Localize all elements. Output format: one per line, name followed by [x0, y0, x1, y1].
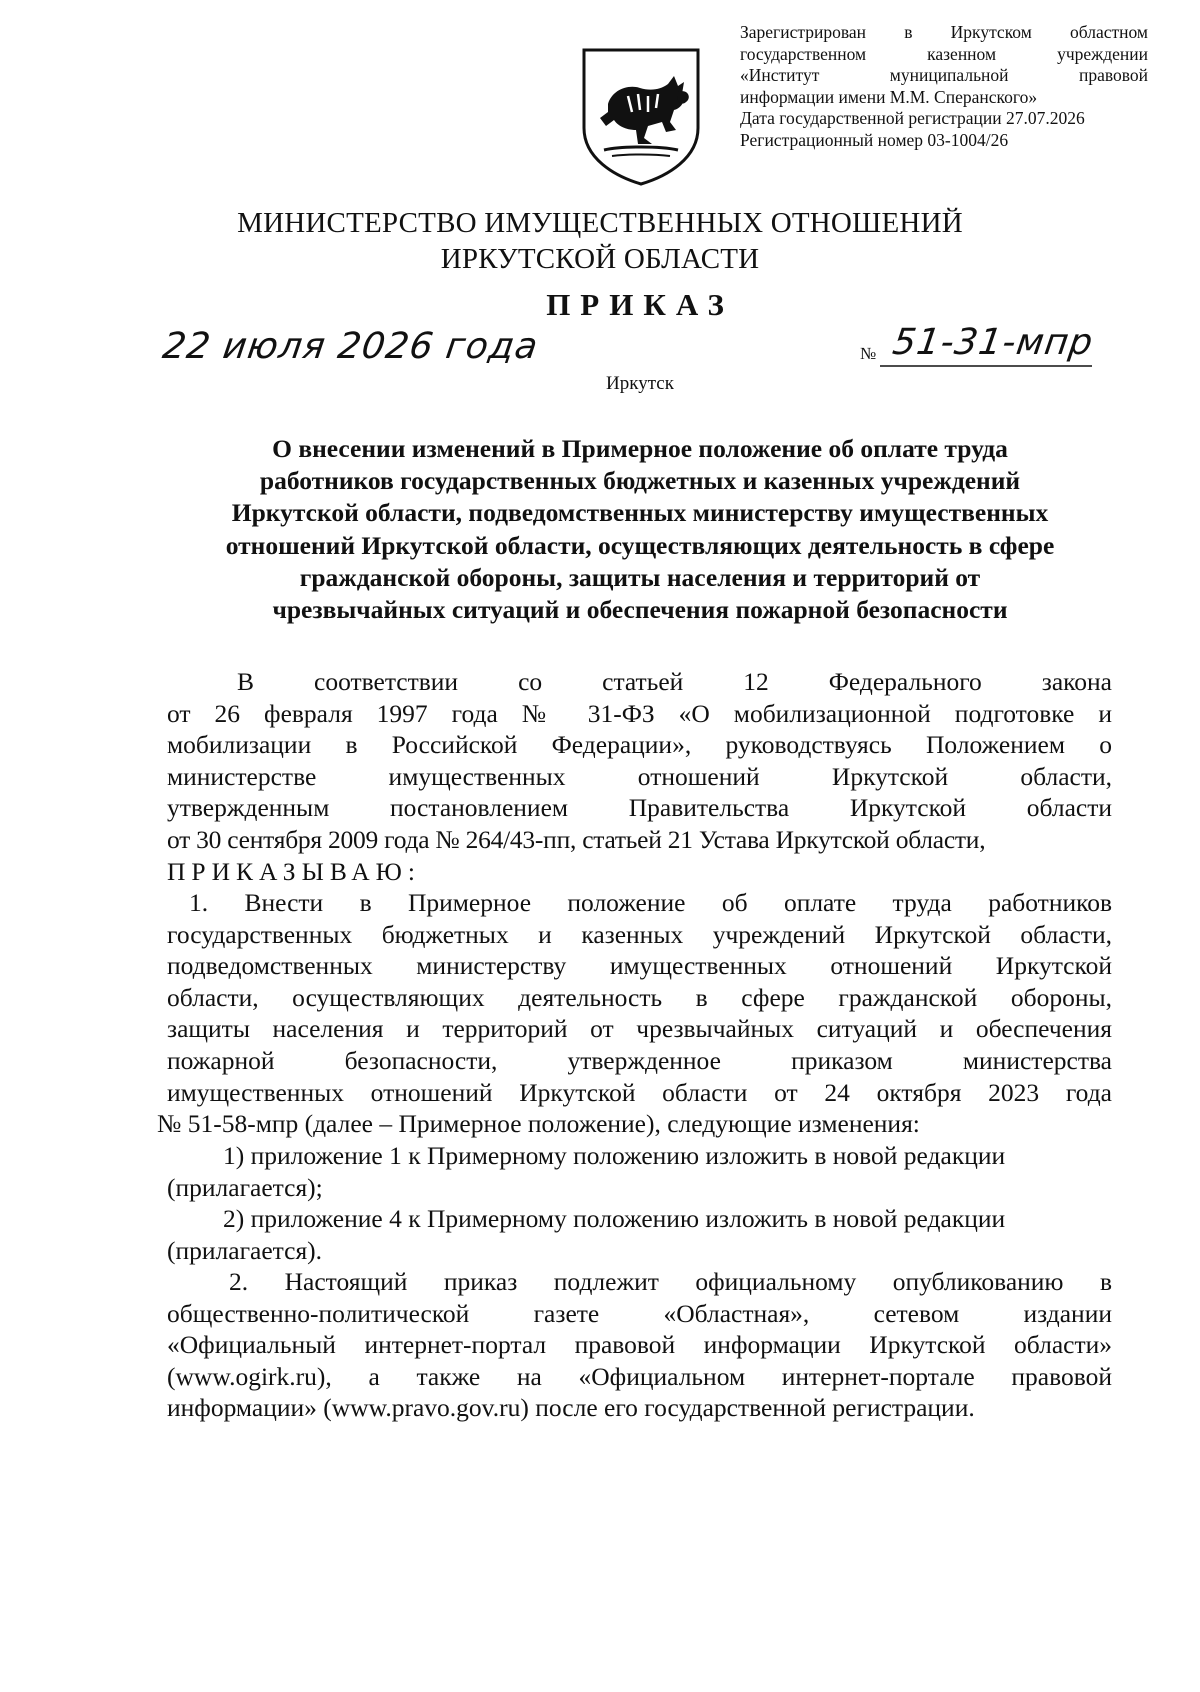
title-line: чрезвычайных ситуаций и обеспечения пожарной безопасности [272, 595, 1008, 625]
title-line: Иркутской области, подведомственных министерству имущественных [231, 498, 1049, 528]
title-line: гражданской обороны, защиты населения и территорий от [299, 562, 981, 592]
handwritten-date-text: 22 июля 2026 года [160, 326, 541, 367]
preamble-line: мобилизации в Российской Федерации», руководствуясь Положением о [167, 730, 1112, 760]
sub-item-1-line: (прилагается); [167, 1172, 323, 1202]
item-1-line: защиты населения и территорий от чрезвычайных ситуаций и обеспечения [167, 1014, 1112, 1044]
handwritten-number [890, 322, 1097, 363]
preamble [167, 666, 1112, 887]
preamble-line: В соответствии со статьей 12 Федерального закона [237, 667, 1112, 696]
item-1-line: № 51-58-мпр (далее – Примерное положение), следующие изменения: [157, 1109, 920, 1139]
title-line: отношений Иркутской области, осуществляющих деятельность в сфере [225, 530, 1055, 560]
registration-line: Дата государственной регистрации 27.07.2026 [740, 108, 1085, 128]
title-line: О внесении изменений в Примерное положение об оплате труда [272, 434, 1008, 463]
registration-line: Регистрационный номер 03-1004/26 [740, 129, 1009, 150]
number-underline [880, 364, 1092, 368]
order-word: ПРИКАЗЫВАЮ: [167, 856, 421, 886]
number-label: № [860, 344, 877, 363]
preamble-line: министерстве имущественных отношений Иркутской области, [167, 761, 1112, 791]
handwritten-date [160, 326, 541, 367]
coat-of-arms-icon [578, 46, 704, 188]
preamble-line: от 26 февраля 1997 года № 31-ФЗ «О мобилизационной подготовке и [167, 698, 1112, 728]
item-1-line: области, осуществляющих деятельность в сфере гражданской обороны, [167, 982, 1112, 1012]
item-2-line: «Официальный интернет-портал правовой информации Иркутской области» [167, 1330, 1112, 1360]
handwritten-number-text: 51-31-мпр [890, 322, 1097, 363]
registration-line: информации имени М.М. Сперанского» [740, 86, 1038, 107]
document-type: ПРИКАЗ [546, 287, 734, 322]
sub-item-2-line: 2) приложение 4 к Примерному положению изложить в новой редакции [223, 1204, 1006, 1233]
registration-line: «Институт муниципальной правовой [740, 65, 1148, 85]
item-2-line: (www.ogirk.ru), а также на «Официальном интернет-портале правовой [167, 1361, 1112, 1391]
registration-stamp [740, 22, 1148, 151]
preamble-line: от 30 сентября 2009 года № 264/43-пп, статьей 21 Устава Иркутской области, [167, 824, 986, 854]
sub-item-1-line: 1) приложение 1 к Примерному положению изложить в новой редакции [223, 1141, 1006, 1170]
ministry-line: МИНИСТЕРСТВО ИМУЩЕСТВЕННЫХ ОТНОШЕНИЙ [237, 207, 963, 239]
item-2-line: информации» (www.pravo.gov.ru) после его государственной регистрации. [167, 1393, 975, 1423]
city: Иркутск [606, 373, 674, 394]
item-1-line: подведомственных министерству имущественных отношений Иркутской [167, 951, 1112, 981]
item-1-line: пожарной безопасности, утвержденное приказом министерства [167, 1045, 1112, 1075]
item-2 [167, 1266, 1112, 1424]
item-1-line: 1. Внести в Примерное положение об оплате труда работников [189, 888, 1112, 917]
sub-item-2 [167, 1203, 1112, 1266]
item-2-line: 2. Настоящий приказ подлежит официальному опубликованию в [229, 1267, 1112, 1296]
item-1-line: государственных бюджетных и казенных учреждений Иркутской области, [167, 919, 1112, 949]
item-1-line: имущественных отношений Иркутской области от 24 октября 2023 года [167, 1077, 1112, 1107]
ministry-name [0, 205, 1200, 277]
item-2-line: общественно-политической газете «Областная», сетевом издании [167, 1298, 1112, 1328]
document-title [170, 433, 1110, 626]
sub-item-2-line: (прилагается). [167, 1235, 323, 1265]
title-line: работников государственных бюджетных и казенных учреждений [259, 466, 1021, 496]
registration-line: Зарегистрирован в Иркутском областном [740, 22, 1148, 42]
ministry-line: ИРКУТСКОЙ ОБЛАСТИ [440, 243, 760, 275]
sub-item-1 [167, 1140, 1112, 1203]
registration-line: государственном казенном учреждении [740, 43, 1148, 64]
preamble-line: утвержденным постановлением Правительства Иркутской области [167, 793, 1112, 823]
item-1 [157, 887, 1112, 1140]
